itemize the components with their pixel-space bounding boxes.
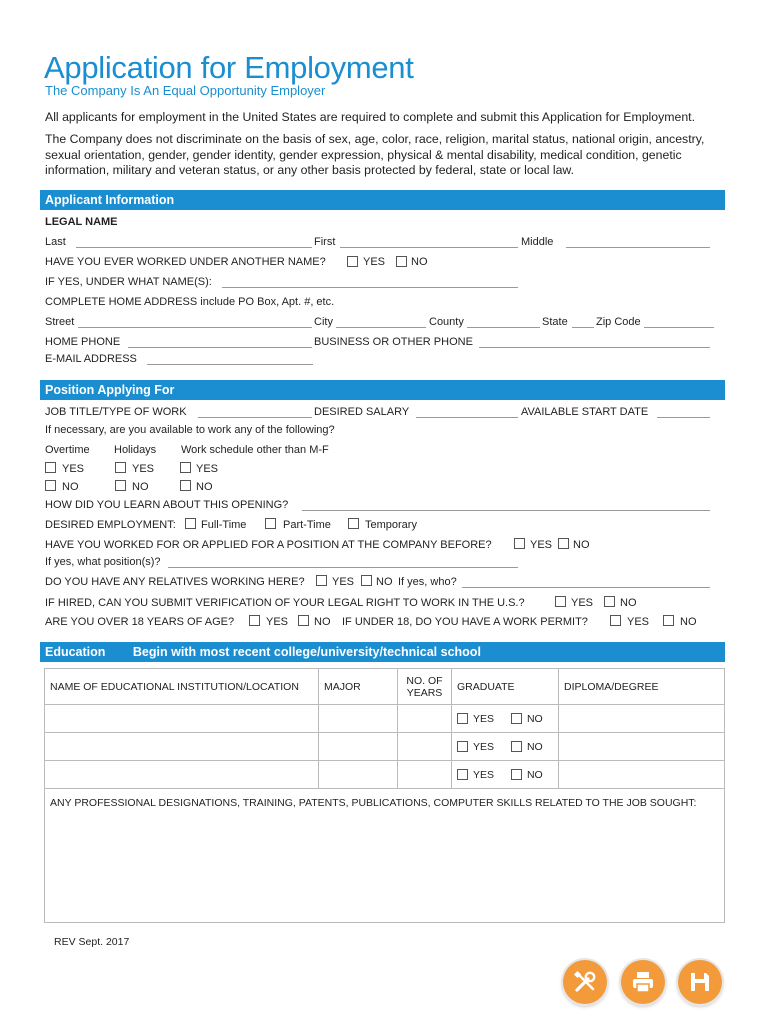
page-subtitle: The Company Is An Equal Opportunity Employer xyxy=(45,83,326,98)
other-name-yes-label: YES xyxy=(363,256,386,268)
revision-label: REV Sept. 2017 xyxy=(54,936,130,948)
schedule-yes-label: YES xyxy=(196,463,219,475)
worked-before-yes-label: YES xyxy=(530,539,553,551)
start-date-field[interactable] xyxy=(657,417,710,418)
institution-cell[interactable] xyxy=(45,733,319,761)
holidays-yes-label: YES xyxy=(132,463,155,475)
full-time-label: Full-Time xyxy=(201,519,247,531)
education-table xyxy=(44,668,725,923)
business-phone-label: BUSINESS OR OTHER PHONE xyxy=(314,336,473,348)
street-label: Street xyxy=(45,316,75,328)
worked-before-yes-checkbox[interactable] xyxy=(514,538,525,549)
diploma-cell[interactable] xyxy=(559,705,725,733)
desired-salary-field[interactable] xyxy=(416,417,518,418)
tools-button[interactable] xyxy=(563,960,607,1004)
email-label: E-MAIL ADDRESS xyxy=(45,353,137,365)
graduate-yes-label: YES xyxy=(473,712,495,725)
other-name-no-label: NO xyxy=(411,256,428,268)
temporary-checkbox[interactable] xyxy=(348,518,359,529)
last-name-field[interactable] xyxy=(76,247,312,248)
institution-cell[interactable] xyxy=(45,705,319,733)
city-field[interactable] xyxy=(336,327,426,328)
intro-paragraph: All applicants for employment in the United States are required to complete and submit this Application for Employment. xyxy=(45,110,696,124)
schedule-no-label: NO xyxy=(196,481,213,493)
relatives-question: DO YOU HAVE ANY RELATIVES WORKING HERE? xyxy=(45,576,305,588)
first-name-label: First xyxy=(314,236,336,248)
graduate-no-checkbox[interactable] xyxy=(511,769,522,780)
worked-before-no-checkbox[interactable] xyxy=(558,538,569,549)
work-permit-yes-checkbox[interactable] xyxy=(610,615,621,626)
verification-yes-label: YES xyxy=(571,597,594,609)
save-icon xyxy=(687,969,713,995)
work-verification-question: IF HIRED, CAN YOU SUBMIT VERIFICATION OF YOUR LEGAL RIGHT TO WORK IN THE U.S.? xyxy=(45,597,525,609)
section-applicant-information: Applicant Information xyxy=(40,190,725,210)
relatives-no-checkbox[interactable] xyxy=(361,575,372,586)
desired-salary-label: DESIRED SALARY xyxy=(314,406,410,418)
home-address-heading: COMPLETE HOME ADDRESS include PO Box, Apt. #, etc. xyxy=(45,296,335,308)
graduate-no-label: NO xyxy=(526,740,543,753)
legal-name-heading: LEGAL NAME xyxy=(45,216,118,228)
tools-icon xyxy=(572,969,598,995)
overtime-yes-label: YES xyxy=(62,463,85,475)
desired-employment-label: DESIRED EMPLOYMENT: xyxy=(45,519,176,531)
col-years: NO. OF YEARS xyxy=(398,669,452,705)
over-18-yes-label: YES xyxy=(266,616,289,628)
other-names-field[interactable] xyxy=(222,287,518,288)
graduate-cell xyxy=(452,705,559,733)
middle-name-label: Middle xyxy=(521,236,554,248)
section-education xyxy=(40,642,725,662)
over-18-yes-checkbox[interactable] xyxy=(249,615,260,626)
other-name-no-checkbox[interactable] xyxy=(396,256,407,267)
overtime-no-label: NO xyxy=(62,481,79,493)
col-institution: NAME OF EDUCATIONAL INSTITUTION/LOCATION xyxy=(45,669,319,705)
schedule-no-checkbox[interactable] xyxy=(180,480,191,491)
work-permit-yes-label: YES xyxy=(627,616,650,628)
major-cell[interactable] xyxy=(319,705,398,733)
over-18-no-checkbox[interactable] xyxy=(298,615,309,626)
worked-before-question: HAVE YOU WORKED FOR OR APPLIED FOR A POSITION AT THE COMPANY BEFORE? xyxy=(45,539,492,551)
city-label: City xyxy=(314,316,333,328)
job-title-field[interactable] xyxy=(198,417,312,418)
what-positions-label: If yes, what position(s)? xyxy=(45,556,161,568)
col-diploma: DIPLOMA/DEGREE xyxy=(559,669,725,705)
education-title: Education xyxy=(45,645,106,659)
zip-label: Zip Code xyxy=(596,316,641,328)
start-date-label: AVAILABLE START DATE xyxy=(521,406,649,418)
over-18-no-label: NO xyxy=(314,616,331,628)
col-graduate: GRADUATE xyxy=(452,669,559,705)
relatives-who-label: If yes, who? xyxy=(398,576,457,588)
major-cell[interactable] xyxy=(319,733,398,761)
what-positions-field[interactable] xyxy=(168,567,518,568)
availability-question: If necessary, are you available to work any of the following? xyxy=(45,424,335,436)
schedule-label: Work schedule other than M-F xyxy=(181,444,329,456)
years-cell[interactable] xyxy=(398,733,452,761)
table-row xyxy=(45,705,725,733)
state-label: State xyxy=(542,316,568,328)
learn-about-opening-question: HOW DID YOU LEARN ABOUT THIS OPENING? xyxy=(45,499,289,511)
nondiscrimination-paragraph: The Company does not discriminate on the basis of sex, age, color, race, religion, marital status, national origin, ancestry, sexual orientation, gender, gender identity, gender expression, physical & mental disability, medical condition, genetic information, military and veteran status, or any other basis protected by federal, state or local law. xyxy=(45,132,705,177)
work-permit-no-checkbox[interactable] xyxy=(663,615,674,626)
worked-before-no-label: NO xyxy=(573,539,590,551)
print-button[interactable] xyxy=(621,960,665,1004)
years-cell[interactable] xyxy=(398,761,452,789)
years-cell[interactable] xyxy=(398,705,452,733)
street-field[interactable] xyxy=(78,327,312,328)
overtime-no-checkbox[interactable] xyxy=(45,480,56,491)
state-field[interactable] xyxy=(572,327,594,328)
county-label: County xyxy=(429,316,464,328)
holidays-no-checkbox[interactable] xyxy=(115,480,126,491)
temporary-label: Temporary xyxy=(365,519,417,531)
save-button[interactable] xyxy=(678,960,722,1004)
relatives-yes-checkbox[interactable] xyxy=(316,575,327,586)
graduate-yes-checkbox[interactable] xyxy=(457,741,468,752)
job-title-label: JOB TITLE/TYPE OF WORK xyxy=(45,406,187,418)
holidays-no-label: NO xyxy=(132,481,149,493)
full-time-checkbox[interactable] xyxy=(185,518,196,529)
professional-label: ANY PROFESSIONAL DESIGNATIONS, TRAINING, PATENTS, PUBLICATIONS, COMPUTER SKILLS RELATED TO THE JOB SOUGHT: xyxy=(50,797,697,809)
verification-yes-checkbox[interactable] xyxy=(555,596,566,607)
table-row xyxy=(45,733,725,761)
zip-field[interactable] xyxy=(644,327,714,328)
business-phone-field[interactable] xyxy=(479,347,710,348)
part-time-checkbox[interactable] xyxy=(265,518,276,529)
professional-cell[interactable] xyxy=(45,789,725,923)
other-name-yes-checkbox[interactable] xyxy=(347,256,358,267)
graduate-no-checkbox[interactable] xyxy=(511,713,522,724)
overtime-yes-checkbox[interactable] xyxy=(45,462,56,473)
home-phone-label: HOME PHONE xyxy=(45,336,121,348)
other-names-label: IF YES, UNDER WHAT NAME(S): xyxy=(45,276,212,288)
verification-no-checkbox[interactable] xyxy=(604,596,615,607)
over-18-question: ARE YOU OVER 18 YEARS OF AGE? xyxy=(45,616,235,628)
col-major: MAJOR xyxy=(319,669,398,705)
page-title: Application for Employment xyxy=(44,50,414,85)
graduate-cell xyxy=(452,761,559,789)
schedule-yes-checkbox[interactable] xyxy=(180,462,191,473)
education-header-row xyxy=(45,669,725,705)
verification-no-label: NO xyxy=(620,597,637,609)
relatives-yes-label: YES xyxy=(332,576,355,588)
middle-name-field[interactable] xyxy=(566,247,710,248)
relatives-who-field[interactable] xyxy=(462,587,710,588)
section-position-applying-for: Position Applying For xyxy=(40,380,725,400)
holidays-label: Holidays xyxy=(114,444,157,456)
learn-about-opening-field[interactable] xyxy=(302,510,710,511)
graduate-no-label: NO xyxy=(526,712,543,725)
graduate-cell xyxy=(452,733,559,761)
graduate-yes-checkbox[interactable] xyxy=(457,769,468,780)
overtime-label: Overtime xyxy=(45,444,90,456)
county-field[interactable] xyxy=(467,327,540,328)
print-icon xyxy=(630,969,656,995)
major-cell[interactable] xyxy=(319,761,398,789)
work-permit-question: IF UNDER 18, DO YOU HAVE A WORK PERMIT? xyxy=(342,616,588,628)
graduate-yes-checkbox[interactable] xyxy=(457,713,468,724)
graduate-yes-label: YES xyxy=(473,740,495,753)
home-phone-field[interactable] xyxy=(128,347,312,348)
relatives-no-label: NO xyxy=(376,576,393,588)
graduate-no-label: NO xyxy=(526,768,543,781)
email-field[interactable] xyxy=(147,364,313,365)
diploma-cell[interactable] xyxy=(559,733,725,761)
graduate-no-checkbox[interactable] xyxy=(511,741,522,752)
part-time-label: Part-Time xyxy=(283,519,331,531)
education-subtitle: Begin with most recent college/university/technical school xyxy=(132,645,481,659)
table-row xyxy=(45,761,725,789)
first-name-field[interactable] xyxy=(340,247,518,248)
last-name-label: Last xyxy=(45,236,66,248)
institution-cell[interactable] xyxy=(45,761,319,789)
professional-row xyxy=(45,789,725,923)
graduate-yes-label: YES xyxy=(473,768,495,781)
diploma-cell[interactable] xyxy=(559,761,725,789)
holidays-yes-checkbox[interactable] xyxy=(115,462,126,473)
work-permit-no-label: NO xyxy=(680,616,697,628)
other-name-question: HAVE YOU EVER WORKED UNDER ANOTHER NAME? xyxy=(45,256,326,268)
